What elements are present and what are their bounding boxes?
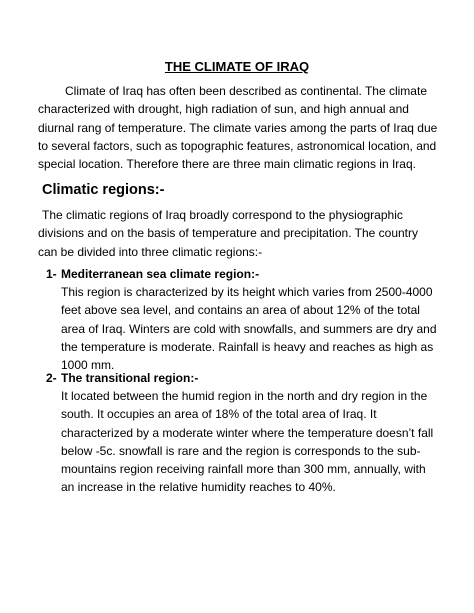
region-2-title: The transitional region:- bbox=[61, 371, 199, 385]
document-title: THE CLIMATE OF IRAQ bbox=[164, 59, 310, 74]
region-1-body: This region is characterized by its height which varies from 2500-4000 feet above sea level, and contains an area of about 12% of the total area of Iraq. Winters are cold with snowfalls, and summers are dry and the temperature is moderate. Rainfall is heavy and reaches as high as 1000 mm. bbox=[61, 285, 437, 373]
section-heading: Climatic regions:- bbox=[42, 182, 165, 198]
section-intro-paragraph: The climatic regions of Iraq broadly correspond to the physiographic divisions and on the basis of temperature and precipitation. The country can be divided into three climatic regions:- bbox=[38, 208, 419, 259]
region-1-number: 1- bbox=[46, 267, 57, 281]
region-1-heading bbox=[46, 265, 259, 283]
intro-paragraph: Climate of Iraq has often been described as continental. The climate characterized with drought, high radiation of sun, and high annual and diurnal rang of temperature. The climate varies among the parts of Iraq due to several factors, such as topographic features, astronomical location, and special location. Therefore there are three main climatic regions in Iraq. bbox=[38, 84, 438, 172]
region-2-body: It located between the humid region in the north and dry region in the south. It occupies an area of 18% of the total area of Iraq. It characterized by a moderate winter where the temperature doesn’t fall below -5c. snowfall is rare and the region is corresponds to the sub-mountains region receiving rainfall more than 300 mm, annually, with an increase in the relative humidity reaches to 40%. bbox=[61, 389, 434, 495]
region-2-heading bbox=[46, 369, 198, 387]
region-2-number: 2- bbox=[46, 371, 57, 385]
region-1-title: Mediterranean sea climate region:- bbox=[61, 267, 260, 281]
